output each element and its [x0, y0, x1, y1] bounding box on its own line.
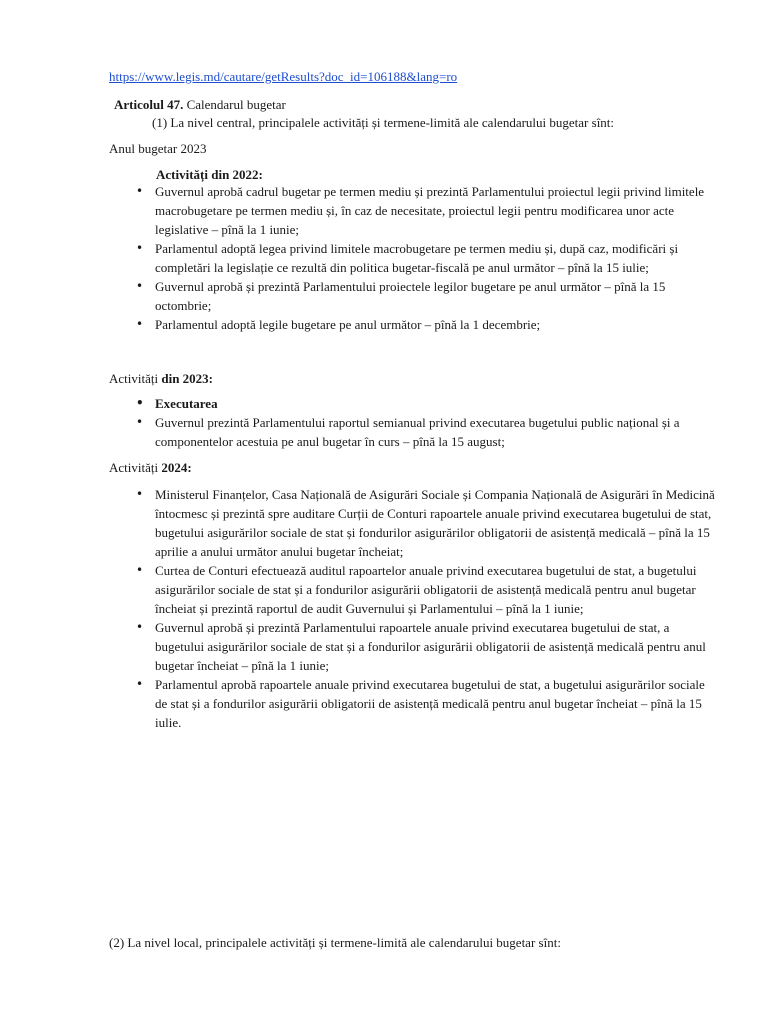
- list-item: • Guvernul aprobă și prezintă Parlamentului rapoartele anuale privind executarea bugetului de stat, a bugetului asigurărilor sociale de stat și a fondurilor asigurării obligatorii de asistență medicală pentru anul bugetar încheiat – pînă la 1 iunie;: [136, 618, 716, 675]
- list-item: • Guvernul prezintă Parlamentului raportul semianual privind executarea bugetului public național și a componentelor acestuia pe anul bugetar în curs – pînă la 15 august;: [136, 413, 716, 451]
- list-item: • Parlamentul adoptă legea privind limitele macrobugetare pe termen mediu și, după caz, modificări și completări la legislație ce rezultă din politica bugetar-fiscală pe anul următor – pînă la 15 iulie;: [136, 239, 716, 277]
- article-intro: (1) La nivel central, principalele activități și termene-limită ale calendarului bugetar sînt:: [152, 115, 615, 130]
- section-2023-heading-bold: din 2023:: [158, 371, 214, 386]
- list-item: • Executarea: [136, 394, 716, 413]
- local-intro: (2) La nivel local, principalele activități și termene-limită ale calendarului bugetar sînt:: [109, 935, 561, 950]
- section-2024-list: [136, 485, 716, 732]
- article-number: Articolul 47.: [114, 97, 184, 112]
- budget-year: Anul bugetar 2023: [109, 141, 207, 156]
- list-item: • Parlamentul adoptă legile bugetare pe anul următor – pînă la 1 decembrie;: [136, 315, 716, 334]
- section-2023-list: [136, 394, 716, 451]
- article-heading: [114, 95, 286, 114]
- section-2022-heading: Activități din 2022:: [156, 167, 263, 182]
- list-item: • Parlamentul aprobă rapoartele anuale privind executarea bugetului de stat, a bugetului asigurărilor sociale de stat și a fondurilor asigurării obligatorii de asistență medicală pentru anul bugetar încheiat – pînă la 15 iulie.: [136, 675, 716, 732]
- section-2024-heading-bold: 2024:: [158, 460, 192, 475]
- section-2024-heading-prefix: Activități: [109, 460, 159, 475]
- source-link[interactable]: https://www.legis.md/cautare/getResults?doc_id=106188&lang=ro: [109, 69, 458, 84]
- list-item: • Ministerul Finanțelor, Casa Națională de Asigurări Sociale și Compania Națională de Asigurări în Medicină întocmesc și prezintă spre auditare Curții de Conturi rapoartele anuale privind executarea bugetului de stat, bugetului asigurărilor sociale de stat și fondurilor asigurărilor obligatorii de asistență medicală – pînă la 15 aprilie a anului următor anului bugetar încheiat;: [136, 485, 716, 561]
- list-item: • Guvernul aprobă cadrul bugetar pe termen mediu și prezintă Parlamentului proiectul legii privind limitele macrobugetare pe termen mediu și, în caz de necesitate, proiectul legii pentru modificarea unor acte legislative – pînă la 1 iunie;: [136, 182, 716, 239]
- list-item: • Guvernul aprobă și prezintă Parlamentului proiectele legilor bugetare pe anul următor – pînă la 15 octombrie;: [136, 277, 716, 315]
- section-2023-heading: [109, 369, 213, 388]
- article-title: Calendarul bugetar: [183, 97, 286, 112]
- section-2023-heading-prefix: Activități: [109, 371, 159, 386]
- list-item: • Curtea de Conturi efectuează auditul rapoartelor anuale privind executarea bugetului de stat, a bugetului asigurărilor sociale de stat și a fondurilor asigurării obligatorii de asistență medicală pentru anul bugetar încheiat și prezintă raportul de audit Guvernului și Parlamentului – pînă la 1 iunie;: [136, 561, 716, 618]
- section-2024-heading: [109, 458, 192, 477]
- section-2022-list: [136, 182, 716, 334]
